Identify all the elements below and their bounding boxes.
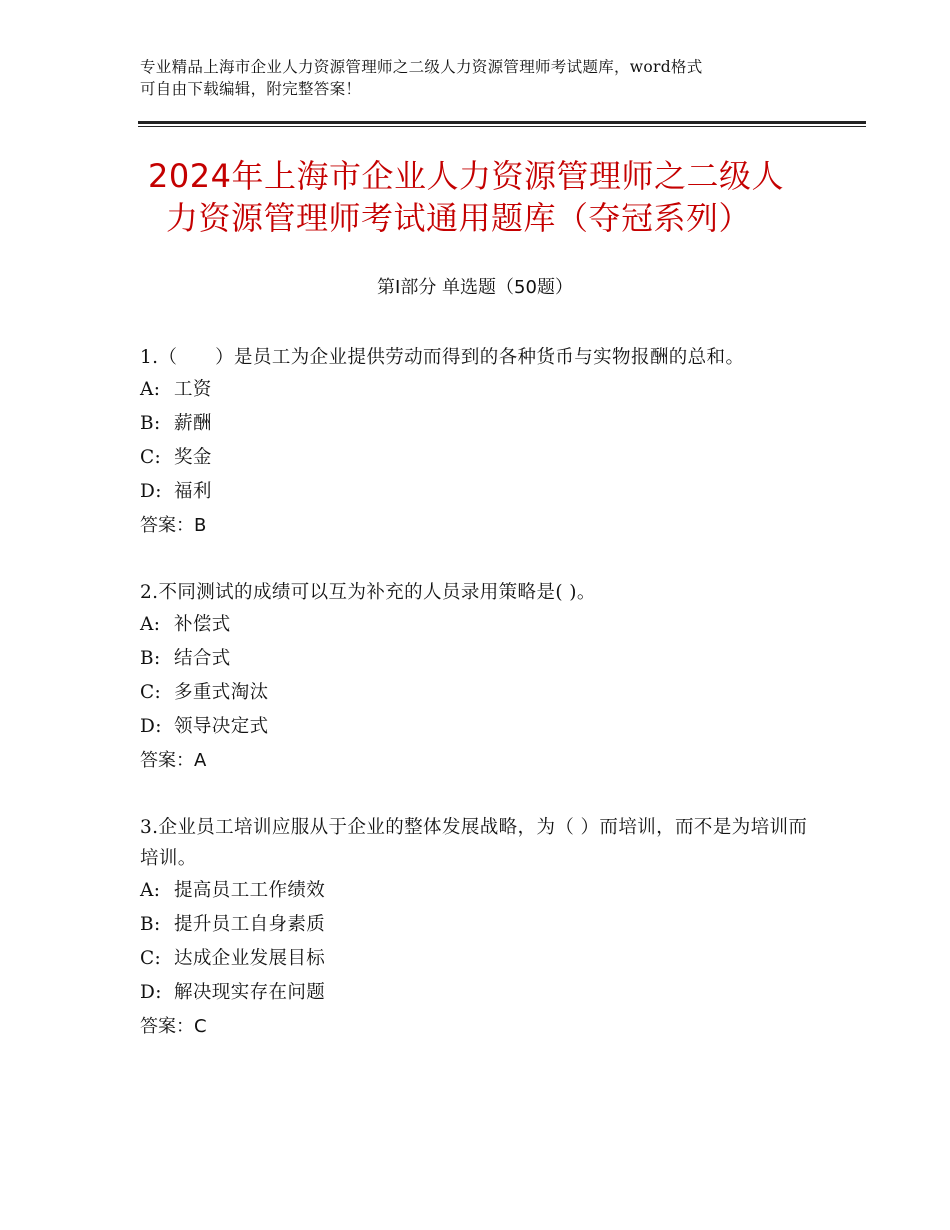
- header-note-line-2: 可自由下载编辑，附完整答案！: [140, 80, 362, 98]
- option-key: C:: [140, 948, 162, 969]
- question-option: [140, 475, 820, 509]
- option-key: A:: [140, 379, 161, 400]
- option-text: 奖金: [174, 447, 212, 468]
- option-key: D:: [140, 716, 162, 737]
- question-list: [140, 342, 820, 1078]
- section-heading: 第Ⅰ部分 单选题（50题）: [377, 277, 573, 298]
- document-title-line-2: 力资源管理师考试通用题库（夺冠系列）: [166, 199, 752, 237]
- question-option: [140, 676, 820, 710]
- question-option: [140, 942, 820, 976]
- question-answer: 答案：C: [140, 1016, 207, 1037]
- document-title: [148, 155, 828, 239]
- option-text: 解决现实存在问题: [174, 982, 326, 1003]
- question-option: [140, 373, 820, 407]
- option-text: 结合式: [174, 648, 231, 669]
- option-key: B:: [140, 648, 161, 669]
- document-header-note: [140, 56, 820, 100]
- option-text: 达成企业发展目标: [174, 948, 326, 969]
- option-key: A:: [140, 614, 161, 635]
- question-answer: 答案：A: [140, 750, 207, 771]
- question-item: [140, 812, 820, 1044]
- question-option: [140, 608, 820, 642]
- option-key: B:: [140, 413, 161, 434]
- option-text: 提升员工自身素质: [174, 914, 326, 935]
- question-option: [140, 874, 820, 908]
- option-text: 薪酬: [174, 413, 212, 434]
- document-title-line-1: 2024年上海市企业人力资源管理师之二级人: [148, 157, 784, 195]
- question-option: [140, 710, 820, 744]
- option-key: B:: [140, 914, 161, 935]
- question-stem: 2.不同测试的成绩可以互为补充的人员录用策略是( )。: [140, 582, 596, 603]
- question-option: [140, 642, 820, 676]
- header-note-line-1: 专业精品上海市企业人力资源管理师之二级人力资源管理师考试题库，word格式: [140, 58, 703, 76]
- option-key: A:: [140, 880, 161, 901]
- option-key: D:: [140, 982, 162, 1003]
- question-option: [140, 976, 820, 1010]
- header-divider-thick: [138, 121, 866, 124]
- option-text: 提高员工工作绩效: [174, 880, 326, 901]
- question-item: [140, 342, 820, 543]
- question-option: [140, 407, 820, 441]
- header-divider-thin: [138, 126, 866, 127]
- question-item: [140, 577, 820, 778]
- option-text: 领导决定式: [174, 716, 269, 737]
- question-answer: 答案：B: [140, 515, 207, 536]
- question-option: [140, 441, 820, 475]
- option-text: 补偿式: [174, 614, 231, 635]
- option-text: 工资: [174, 379, 212, 400]
- option-text: 多重式淘汰: [174, 682, 269, 703]
- question-stem: 1.（ ）是员工为企业提供劳动而得到的各种货币与实物报酬的总和。: [140, 347, 745, 368]
- option-text: 福利: [174, 481, 212, 502]
- question-stem: 3.企业员工培训应服从于企业的整体发展战略，为（ ）而培训，而不是为培训而培训。: [140, 817, 808, 869]
- option-key: D:: [140, 481, 162, 502]
- option-key: C:: [140, 447, 162, 468]
- question-option: [140, 908, 820, 942]
- option-key: C:: [140, 682, 162, 703]
